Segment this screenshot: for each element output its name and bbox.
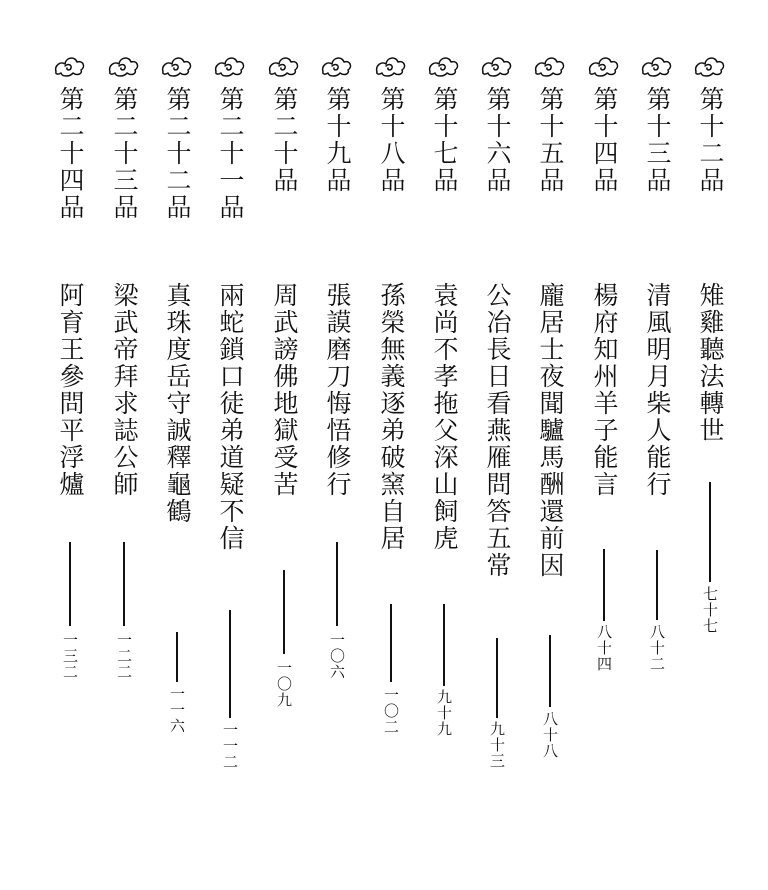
toc-entry xyxy=(477,52,517,832)
toc-entry xyxy=(424,52,464,832)
dot-leader xyxy=(549,635,551,707)
toc-entry xyxy=(317,52,357,832)
chapter-title: 龐居士夜聞驢馬酬還前因 xyxy=(536,282,565,579)
toc-entry xyxy=(104,52,144,832)
chapter-title: 孫榮無義逐弟破窯自居 xyxy=(377,282,406,552)
auspicious-cloud-icon xyxy=(587,52,621,78)
dot-leader xyxy=(69,542,71,626)
auspicious-cloud-icon xyxy=(427,52,461,78)
page-number: 一三二 xyxy=(61,632,79,680)
auspicious-cloud-icon xyxy=(320,52,354,78)
dot-leader xyxy=(390,604,392,682)
toc-entry xyxy=(157,52,197,832)
chapter-title: 兩蛇鎖口徒弟道疑不信 xyxy=(216,282,245,552)
chapter-title: 公冶長日看燕雁問答五常 xyxy=(483,282,512,579)
chapter-number: 第十二品 xyxy=(696,86,725,194)
toc-entry xyxy=(637,52,677,832)
chapter-number: 第二十三品 xyxy=(110,86,139,221)
dot-leader xyxy=(603,549,605,621)
chapter-title: 楊府知州羊子能言 xyxy=(590,282,619,498)
page-number: 八十四 xyxy=(595,624,613,672)
chapter-title: 清風明月柴人能行 xyxy=(643,282,672,498)
toc-entry xyxy=(530,52,570,832)
chapter-number: 第十八品 xyxy=(377,86,406,194)
page-number: 一〇六 xyxy=(328,632,346,680)
auspicious-cloud-icon xyxy=(640,52,674,78)
auspicious-cloud-icon xyxy=(267,52,301,78)
page-number: 一一六 xyxy=(168,686,186,734)
chapter-number: 第二十品 xyxy=(270,86,299,194)
auspicious-cloud-icon xyxy=(374,52,408,78)
chapter-number: 第二十四品 xyxy=(56,86,85,221)
chapter-number: 第二十一品 xyxy=(216,86,245,221)
page-number: 一〇二 xyxy=(382,687,400,735)
chapter-number: 第十四品 xyxy=(590,86,619,194)
chapter-number: 第十九品 xyxy=(323,86,352,194)
dot-leader xyxy=(443,604,445,686)
chapter-number: 第十五品 xyxy=(536,86,565,194)
auspicious-cloud-icon xyxy=(693,52,727,78)
chapter-title: 梁武帝拜求誌公師 xyxy=(110,282,139,498)
chapter-title: 周武謗佛地獄受苦 xyxy=(270,282,299,498)
dot-leader xyxy=(709,482,711,582)
page-number: 八十八 xyxy=(541,711,559,759)
chapter-number: 第十三品 xyxy=(643,86,672,194)
page-number: 七十七 xyxy=(701,586,719,634)
page-number: 九十三 xyxy=(488,721,506,769)
toc-entry xyxy=(690,52,730,832)
toc-entry xyxy=(371,52,411,832)
chapter-number: 第二十二品 xyxy=(163,86,192,221)
toc-entry xyxy=(50,52,90,832)
dot-leader xyxy=(496,638,498,718)
chapter-number: 第十六品 xyxy=(483,86,512,194)
auspicious-cloud-icon xyxy=(533,52,567,78)
page-number: 九十九 xyxy=(435,689,453,737)
dot-leader xyxy=(336,542,338,626)
dot-leader xyxy=(176,632,178,682)
chapter-title: 雉雞聽法轉世 xyxy=(696,282,725,444)
page-number: 一二二 xyxy=(115,632,133,680)
dot-leader xyxy=(656,550,658,620)
auspicious-cloud-icon xyxy=(160,52,194,78)
chapter-title: 張謨磨刀悔悟修行 xyxy=(323,282,352,498)
page-number: 一一二 xyxy=(221,722,239,770)
toc-entry xyxy=(264,52,304,832)
auspicious-cloud-icon xyxy=(213,52,247,78)
page-number: 一〇九 xyxy=(275,660,293,708)
chapter-title: 真珠度岳守誠釋龜鶴 xyxy=(163,282,192,525)
page-number: 八十二 xyxy=(648,624,666,672)
chapter-number: 第十七品 xyxy=(430,86,459,194)
dot-leader xyxy=(123,542,125,626)
toc-entry xyxy=(210,52,250,832)
dot-leader xyxy=(229,610,231,718)
toc-entry xyxy=(584,52,624,832)
auspicious-cloud-icon xyxy=(107,52,141,78)
dot-leader xyxy=(283,570,285,654)
auspicious-cloud-icon xyxy=(480,52,514,78)
chapter-title: 袁尚不孝拖父深山飼虎 xyxy=(430,282,459,552)
chapter-title: 阿育王參問平浮爐 xyxy=(56,282,85,498)
auspicious-cloud-icon xyxy=(53,52,87,78)
